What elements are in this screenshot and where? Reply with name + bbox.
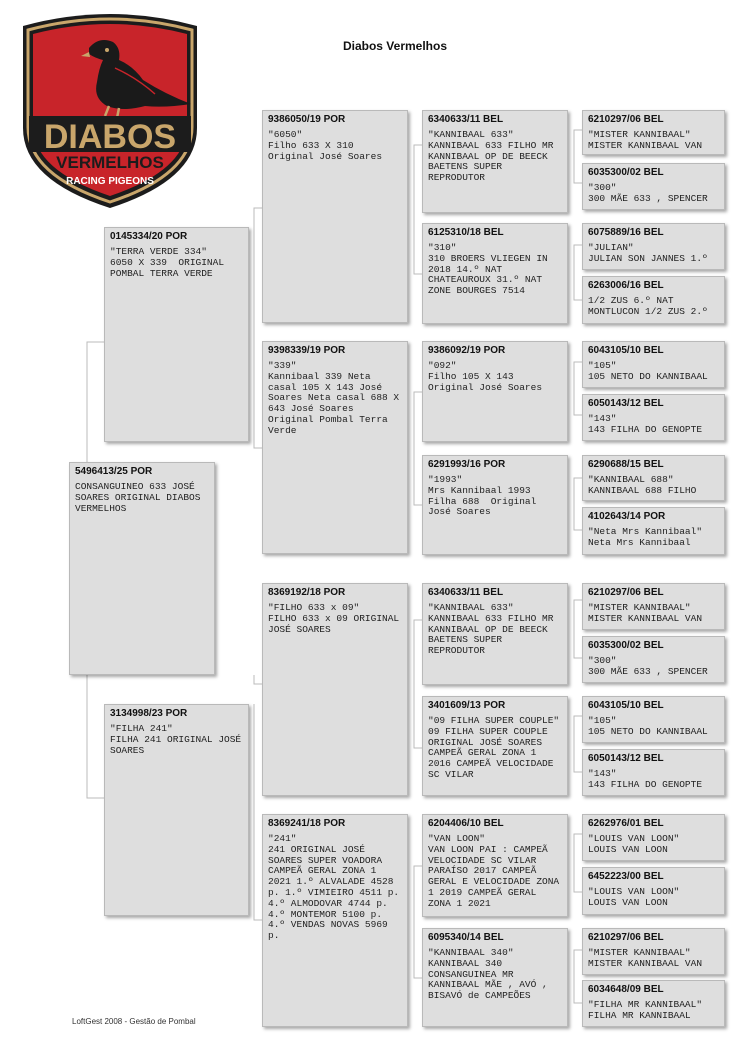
bird-description: MISTER KANNIBAAL VAN [588,139,703,151]
ring-number: 8369241/18 POR [268,818,346,829]
bird-description: Filho 633 X 310 Original José Soares [268,139,383,162]
bird-description: Neta Mrs Kannibaal [588,536,691,548]
bird-name: "JULIAN" [588,242,634,253]
bird-name: "143" [588,768,617,779]
ring-number: 6291993/16 POR [428,459,506,470]
pedigree-card-dss[interactable] [422,583,568,685]
logo-text-line1: DIABOS [43,118,177,156]
ring-number: 6340633/11 BEL [428,114,504,125]
pedigree-card-dsss[interactable] [582,583,725,630]
bird-name: "KANNIBAAL 688" [588,474,674,485]
bird-name: "MISTER KANNIBAAL" [588,947,691,958]
pedigree-card-dddd[interactable] [582,980,725,1027]
bird-description: 09 FILHA SUPER COUPLE ORIGINAL JOSÉ SOARES CAMPEÃ GERAL ZONA 1 2016 CAMPEÃ VELOCIDADE SC VILAR [428,725,560,780]
pedigree-card-sdds[interactable] [582,455,725,501]
ring-number: 9386092/19 POR [428,345,506,356]
bird-description: JULIAN SON JANNES 1.º [588,252,708,264]
pedigree-card-ssds[interactable] [582,223,725,270]
ring-number: 6035300/02 BEL [588,167,664,178]
ring-number: 6035300/02 BEL [588,640,664,651]
pedigree-card-ssd[interactable] [422,223,568,324]
bird-description: MISTER KANNIBAAL VAN [588,612,703,624]
bird-description: 143 FILHA DO GENOPTE [588,423,703,435]
bird-name: "FILHA 241" [110,723,173,734]
pedigree-card-dam-dam[interactable] [262,814,408,1027]
bird-name: "Neta Mrs Kannibaal" [588,526,703,537]
bird-description: VAN LOON PAI : CAMPEÃ VELOCIDADE SC VILAR PARAÍSO 2017 CAMPEÃ GERAL E VELOCIDADE ZONA 1 2019 CAMPEÃ GERAL ZONA 1 2021 [428,843,565,909]
ring-number: 0145334/20 POR [110,231,188,242]
pedigree-card-dam-sire[interactable] [262,583,408,796]
ring-number: 6095340/14 BEL [428,932,504,943]
bird-name: "339" [268,360,297,371]
bird-name: "MISTER KANNIBAAL" [588,602,691,613]
pedigree-card-sssd[interactable] [582,163,725,210]
bird-description: 105 NETO DO KANNIBAAL [588,725,708,737]
bird-name: "VAN LOON" [428,833,486,844]
pedigree-card-subject[interactable] [69,462,215,675]
bird-description: 1/2 ZUS 6.º NAT MONTLUCON 1/2 ZUS 2.º [588,295,708,317]
ring-number: 6210297/06 BEL [588,587,664,598]
logo-text-line3: RACING PIGEONS [66,176,154,187]
bird-name: "300" [588,182,617,193]
bird-name: "143" [588,413,617,424]
bird-description: Kannibaal 339 Neta casal 105 X 143 José Soares Neta casal 688 X 643 José Soares Original Pombal Terra Verde [268,370,405,436]
pedigree-card-ddd[interactable] [422,928,568,1027]
bird-name: "KANNIBAAL 633" [428,602,514,613]
ring-number: 6262976/01 BEL [588,818,664,829]
pedigree-card-dsd[interactable] [422,696,568,796]
ring-number: 9386050/19 POR [268,114,346,125]
ring-number: 4102643/14 POR [588,511,666,522]
bird-name: "310" [428,242,457,253]
ring-number: 6125310/18 BEL [428,227,504,238]
bird-name: "6050" [268,129,303,140]
pedigree-card-sss[interactable] [422,110,568,213]
pedigree-card-sire[interactable] [104,227,249,442]
bird-description: 300 MÃE 633 , SPENCER [588,665,708,677]
ring-number: 6452223/00 BEL [588,871,664,882]
bird-description: Filho 105 X 143 Original José Soares [428,370,543,393]
bird-name: "241" [268,833,297,844]
ring-number: 6075889/16 BEL [588,227,664,238]
bird-name: "09 FILHA SUPER COUPLE" [428,715,560,726]
bird-name: "1993" [428,474,463,485]
ring-number: 6050143/12 BEL [588,398,664,409]
bird-description: KANNIBAAL 633 FILHO MR KANNIBAAL OP DE BEECK BAETENS SUPER REPRODUTOR [428,612,560,657]
bird-description: FILHO 633 x 09 ORIGINAL JOSÉ SOARES [268,612,405,635]
bird-name: "105" [588,715,617,726]
bird-description: KANNIBAAL 688 FILHO [588,484,697,496]
ring-number: 9398339/19 POR [268,345,346,356]
bird-description: 143 FILHA DO GENOPTE [588,778,703,790]
ring-number: 6050143/12 BEL [588,753,664,764]
footer-credit: LoftGest 2008 - Gestão de Pombal [72,1017,196,1026]
bird-description: KANNIBAAL 633 FILHO MR KANNIBAAL OP DE BEECK BAETENS SUPER REPRODUTOR [428,139,560,184]
bird-name: "FILHA MR KANNIBAAL" [588,999,703,1010]
bird-name: "KANNIBAAL 340" [428,947,514,958]
pedigree-card-ddds[interactable] [582,928,725,975]
bird-description: 300 MÃE 633 , SPENCER [588,192,708,204]
ring-number: 6210297/06 BEL [588,114,664,125]
ring-number: 6204406/10 BEL [428,818,504,829]
pedigree-card-ssss[interactable] [582,110,725,155]
pedigree-card-sddd[interactable] [582,507,725,555]
ring-number: 6043105/10 BEL [588,700,664,711]
bird-name: "LOUIS VAN LOON" [588,833,680,844]
pedigree-card-sire-sire[interactable] [262,110,408,323]
ring-number: 6340633/11 BEL [428,587,504,598]
ring-number: 8369192/18 POR [268,587,346,598]
bird-description: 6050 X 339 ORIGINAL POMBAL TERRA VERDE [110,256,230,279]
pedigree-card-dsds[interactable] [582,696,725,743]
bird-name: "FILHO 633 x 09" [268,602,360,613]
bird-name: "300" [588,655,617,666]
ring-number: 5496413/25 POR [75,466,153,477]
ring-number: 6043105/10 BEL [588,345,664,356]
bird-name: "092" [428,360,457,371]
bird-description: CONSANGUINEO 633 JOSÉ SOARES ORIGINAL DIABOS VERMELHOS [75,481,207,514]
pedigree-card-dsdd[interactable] [582,749,725,796]
bird-description: Mrs Kannibaal 1993 Filha 688 Original José Soares [428,484,543,518]
bird-description: FILHA 241 ORIGINAL JOSÉ SOARES [110,733,247,756]
ring-number: 6210297/06 BEL [588,932,664,943]
ring-number: 6290688/15 BEL [588,459,664,470]
bird-description: 105 NETO DO KANNIBAAL [588,370,708,382]
pedigree-card-sire-dam[interactable] [262,341,408,554]
pedigree-card-dssd[interactable] [582,636,725,683]
pedigree-card-dam[interactable] [104,704,249,916]
pedigree-card-sdd[interactable] [422,455,568,555]
bird-description: LOUIS VAN LOON [588,843,668,855]
ring-number: 6263006/16 BEL [588,280,664,291]
bird-name: "LOUIS VAN LOON" [588,886,680,897]
pedigree-card-sds[interactable] [422,341,568,442]
bird-description: KANNIBAAL 340 CONSANGUINEA MR KANNIBAAL MÃE , AVÓ , BISAVÓ de CAMPEÕES [428,957,554,1002]
ring-number: 3401609/13 POR [428,700,506,711]
bird-description: LOUIS VAN LOON [588,896,668,908]
bird-description: FILHA MR KANNIBAAL [588,1009,691,1021]
pedigree-card-ssdd[interactable] [582,276,725,324]
logo-text-line2: VERMELHOS [56,153,164,172]
pedigree-card-dds[interactable] [422,814,568,917]
page-title: Diabos Vermelhos [342,39,448,53]
bird-description: 310 BROERS VLIEGEN IN 2018 14.º NAT CHATEAUROUX 31.º NAT ZONE BOURGES 7514 [428,252,554,297]
ring-number: 6034648/09 BEL [588,984,664,995]
bird-description: 241 ORIGINAL JOSÉ SOARES SUPER VOADORA CAMPEÃ GERAL ZONA 1 2021 1.º ALVALADE 4528 p. 1.º VIMIEIRO 4511 p. 4.º ALMODOVAR 4744 p. 4.º MONTEMOR 5100 p. 4.º VENDAS NOVAS 5969 p. [268,843,405,942]
bird-name: "MISTER KANNIBAAL" [588,129,691,140]
bird-name: "KANNIBAAL 633" [428,129,514,140]
pedigree-card-ddss[interactable] [582,814,725,861]
bird-description: MISTER KANNIBAAL VAN [588,957,703,969]
bird-name: "105" [588,360,617,371]
pedigree-card-sdss[interactable] [582,341,725,388]
bird-name: "TERRA VERDE 334" [110,246,207,257]
pedigree-card-ddsd[interactable] [582,867,725,915]
pedigree-card-sdsd[interactable] [582,394,725,441]
ring-number: 3134998/23 POR [110,708,188,719]
